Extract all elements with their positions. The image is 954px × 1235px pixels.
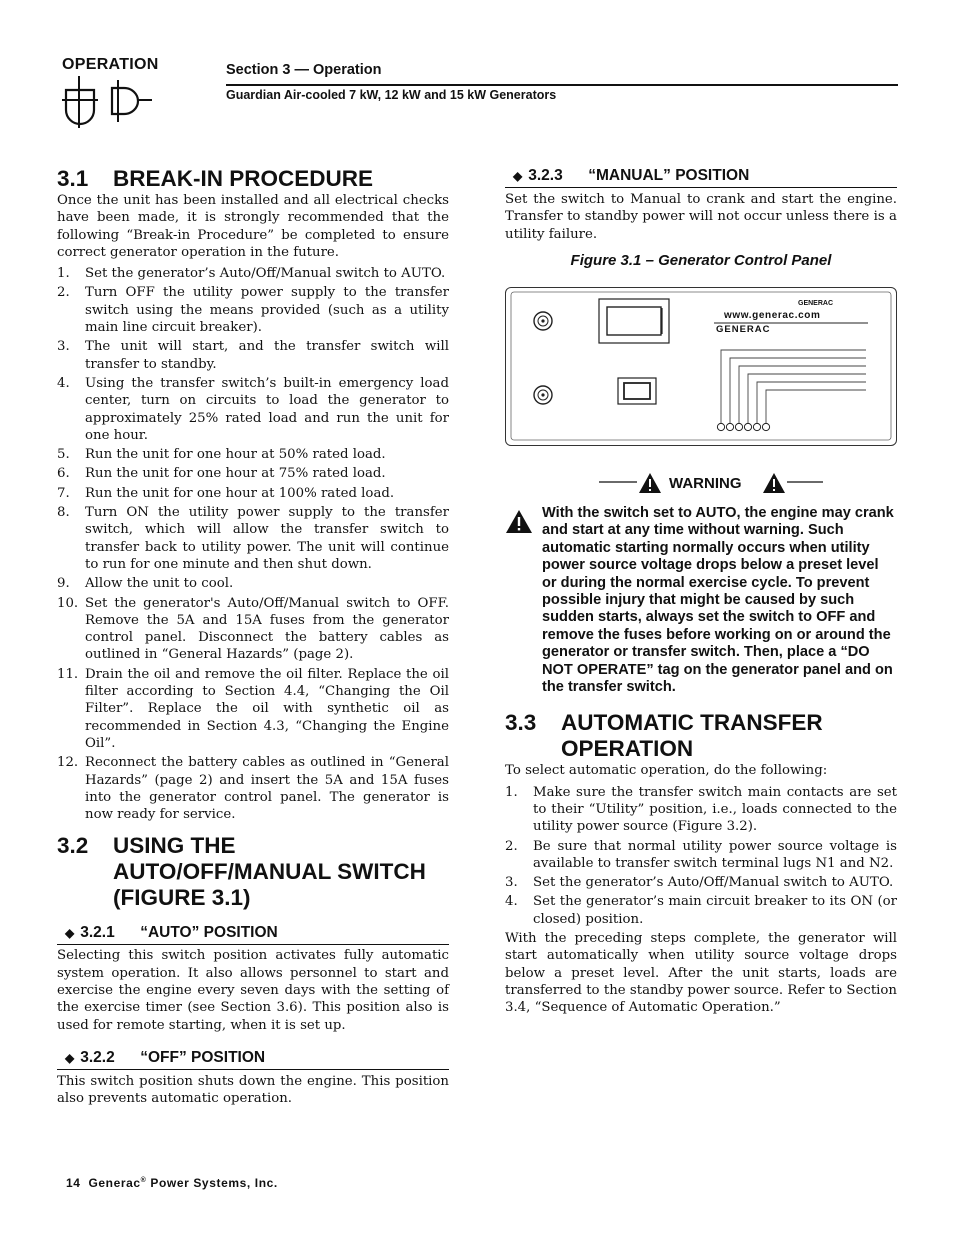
list-item: 5. Run the unit for one hour at 50% rated load.	[57, 447, 386, 463]
header-rule	[226, 84, 898, 86]
heading-number: 3.2	[57, 833, 89, 859]
warning-triangle-icon	[505, 509, 533, 535]
heading-3-2	[57, 833, 449, 911]
warning-box	[505, 505, 897, 696]
diamond-bullet-icon: ◆	[65, 926, 75, 941]
heading-title: USING THE AUTO/OFF/MANUAL SWITCH (FIGURE 3.1)	[113, 833, 426, 911]
auto-position-text: Selecting this switch position activates fully automatic system operation. It also allows personnel to start and exercise the engine every seven days with the setting of the exercise timer (see Section 3.6). This position also is used for remote starting, when it is set up.	[57, 948, 449, 1033]
heading-3-3	[505, 710, 897, 762]
page-number: 14	[66, 1176, 81, 1190]
heading-number: 3.3	[505, 710, 537, 736]
fuse-holder-top-icon	[534, 312, 552, 330]
footer-rest: Power Systems, Inc.	[150, 1176, 278, 1190]
heading-3-2-2: ◆ 3.2.2 “OFF” POSITION	[57, 1048, 449, 1070]
indicator-leds-icon	[717, 423, 769, 430]
list-item: 12. Reconnect the battery cables as outlined in “General Hazards” (page 2) and insert the 5A and 15A fuses into the generator control panel. The generator is now ready for service.	[57, 755, 449, 823]
list-item: 1. Make sure the transfer switch main contacts are set to their “Utility” position, i.e., loads connected to the utility power source (Figure 3.2).	[505, 784, 897, 835]
break-in-intro: Once the unit has been installed and all electrical checks have been made, it is strongly recommended that the following “Break-in Procedure” be completed to ensure correct generator operation in the future.	[57, 193, 449, 260]
panel-url: www.generac.com	[724, 309, 821, 321]
page-footer	[66, 1176, 278, 1190]
warning-label: WARNING	[669, 474, 742, 492]
panel-brand-large: GENERAC	[716, 323, 771, 335]
heading-3-2-3: ◆ 3.2.3 “MANUAL” POSITION	[505, 166, 897, 188]
heading-3-2-1: ◆ 3.2.1 “AUTO” POSITION	[57, 923, 449, 945]
warning-text: With the switch set to AUTO, the engine may crank and start at any time without warning. Such automatic starting normally occurs when utility power source voltage drops below a preset level or during the normal exercise cycle. To prevent possible injury that might be caused by such sudden starts, always set the switch to OFF and remove the fuses before working on or around the generator or transfer switch. Then, place a “DO NOT OPERATE” tag on the generator panel and on the transfer switch.	[542, 504, 894, 695]
panel-brand-small: GENERAC	[798, 299, 834, 307]
heading-number: 3.1	[57, 166, 89, 191]
control-panel-figure	[505, 287, 897, 446]
list-item: 1. Set the generator’s Auto/Off/Manual switch to AUTO.	[57, 266, 446, 282]
indicator-lines	[721, 350, 866, 423]
diamond-bullet-icon: ◆	[513, 169, 523, 183]
header-subtitle: Guardian Air-cooled 7 kW, 12 kW and 15 kW Generators	[226, 88, 557, 102]
figure-caption: Figure 3.1 – Generator Control Panel	[570, 251, 832, 269]
warning-banner	[505, 471, 897, 497]
heading-3-1	[57, 166, 449, 192]
fuse-holder-bottom-icon	[534, 386, 552, 404]
heading-title: AUTOMATIC TRANSFER OPERATION	[561, 710, 823, 762]
auto-transfer-outro: With the preceding steps complete, the generator will start automatically when utility source voltage drops below a preset level. After the unit starts, loads are transferred to the standby power source. Refer to Section 3.4, “Sequence of Automatic Operation.”	[505, 931, 897, 1016]
auto-off-manual-switch-icon	[618, 378, 656, 404]
list-item: 2. Turn OFF the utility power supply to the transfer switch using the means provided (such as a utility main line circuit breaker).	[57, 285, 449, 336]
section-label: Section 3 — Operation	[226, 62, 382, 78]
left-column	[57, 166, 449, 1107]
list-item: 11. Drain the oil and remove the oil filter. Replace the oil filter according to Section 4.4, “Changing the Oil Filter”. Replace the oil with synthetic oil as recommended in Section 4.3, “Changing the Engine Oil”.	[57, 666, 449, 751]
logo-word: OPERATION	[62, 56, 159, 73]
list-item: 3. Set the generator’s Auto/Off/Manual switch to AUTO.	[505, 875, 894, 891]
plug-socket-icon	[62, 76, 162, 132]
list-item: 7. Run the unit for one hour at 100% rated load.	[57, 485, 395, 501]
list-item: 6. Run the unit for one hour at 75% rated load.	[57, 466, 386, 482]
operation-logo	[62, 56, 162, 132]
break-in-steps	[57, 265, 449, 823]
right-column	[505, 166, 897, 1017]
list-item: 2. Be sure that normal utility power source voltage is available to transfer switch terminal lugs N1 and N2.	[505, 838, 897, 871]
list-item: 3. The unit will start, and the transfer switch will transfer to standby.	[57, 339, 449, 372]
auto-transfer-intro: To select automatic operation, do the following:	[505, 763, 828, 779]
off-position-text: This switch position shuts down the engine. This position also prevents automatic operation.	[57, 1073, 449, 1107]
list-item: 4. Using the transfer switch’s built-in emergency load center, turn on circuits to load the generator to approximately 25% rated load and run the unit for one hour.	[57, 375, 449, 443]
heading-title: BREAK-IN PROCEDURE	[113, 166, 374, 191]
list-item: 10. Set the generator's Auto/Off/Manual switch to OFF. Remove the 5A and 15A fuses from the generator control panel. Disconnect the battery cables as outlined in “General Hazards” (page 2).	[57, 595, 449, 663]
registered-mark: ®	[140, 1177, 147, 1184]
footer-company: Generac	[88, 1176, 141, 1190]
manual-position-text: Set the switch to Manual to crank and start the engine. Transfer to standby power will not occur unless there is a utility failure.	[505, 192, 897, 242]
auto-transfer-steps	[505, 784, 897, 928]
control-panel-drawing	[506, 288, 896, 445]
diamond-bullet-icon: ◆	[65, 1050, 75, 1065]
list-item: 8. Turn ON the utility power supply to the transfer switch, which will allow the transfer switch to transfer back to utility power. The unit will continue to run for one minute and then shut down.	[57, 505, 449, 572]
list-item: 9. Allow the unit to cool.	[57, 576, 234, 592]
list-item: 4. Set the generator’s main circuit breaker to its ON (or closed) position.	[505, 894, 897, 927]
page-header	[226, 62, 898, 102]
circuit-breaker-icon	[599, 299, 669, 343]
